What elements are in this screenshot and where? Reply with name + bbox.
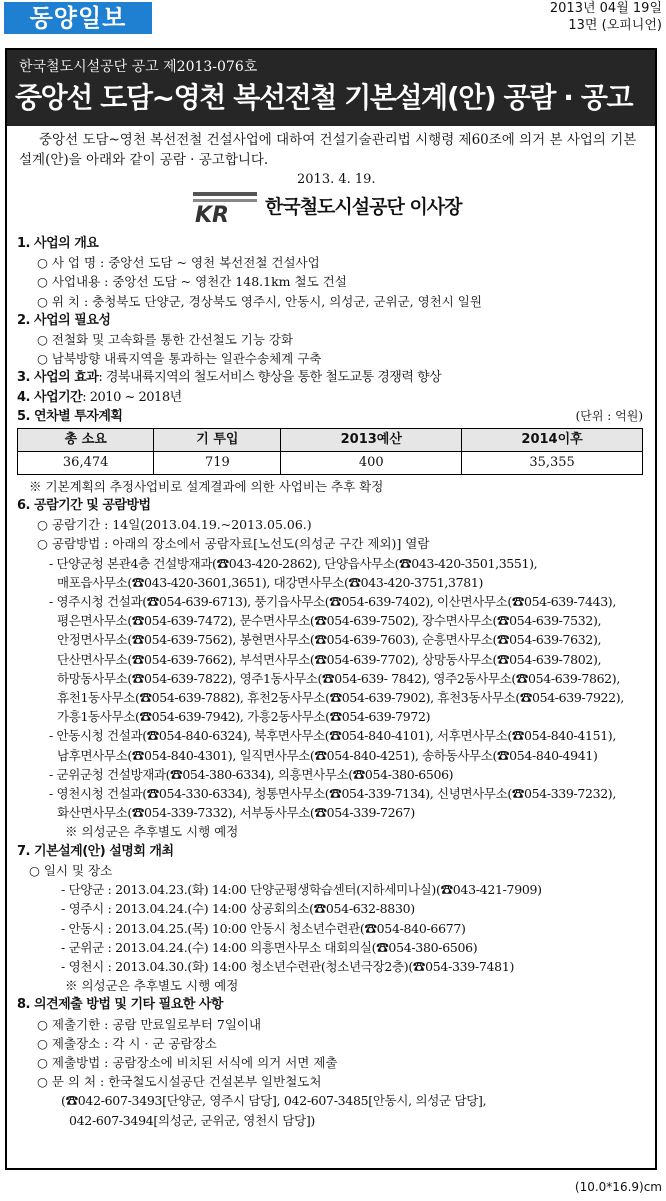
list-item: ○ 일시 및 장소 [29,862,113,878]
briefing-item: - 군위군 : 2013.04.24.(수) 14:00 의흥면사무소 대회의실(☎054-380-6506) [61,939,478,955]
list-item: ○ 공람기간 : 14일(2013.04.19.~2013.05.06.) [37,517,312,533]
newspaper-logo[interactable]: 동양일보 [4,2,152,34]
place-item-cont: 남후면사무소(☎054-840-4301), 일직면사무소(☎054-840-4251), 송하동사무소(☎054-840-4941) [57,747,598,763]
list-item: ○ 제출장소 : 각 시 · 군 공람장소 [37,1035,217,1051]
place-item-cont: 안정면사무소(☎054-639-7562), 봉현면사무소(☎054-639-7603), 순흥면사무소(☎054-639-7632), [57,632,602,648]
list-item: ○ 위 치 : 충청북도 단양군, 경상북도 영주시, 안동시, 의성군, 군위군, 영천시 일원 [37,293,482,309]
table-cell: 719 [154,451,281,474]
list-item: ○ 사 업 명 : 중앙선 도담 ~ 영천 복선전철 건설사업 [37,255,320,271]
place-item-cont: 단산면사무소(☎054-639-7662), 부석면사무소(☎054-639-7702), 상망동사무소(☎054-639-7802), [57,651,602,667]
place-item: - 단양군청 본관4층 건설방재과(☎043-420-2862), 단양읍사무소(☎043-420-3501,3551), [49,555,538,571]
briefing-item: - 영주시 : 2013.04.24.(수) 14:00 상공회의소(☎054-632-8830) [61,901,415,917]
place-item-cont: 매포읍사무소(☎043-420-3601,3651), 대강면사무소(☎043-420-3751,3781) [57,574,483,590]
briefing-item: - 안동시 : 2013.04.25.(목) 10:00 안동시 청소년수련관(☎054-840-6677) [61,920,466,936]
place-item-cont: 가흥1동사무소(☎054-639-7942), 가흥2동사무소(☎054-639-7972) [57,709,431,725]
place-item-cont: 하망동사무소(☎054-639-7822), 영주1동사무소(☎054-639- 7842), 영주2동사무소(☎054-639-7862), [57,670,620,686]
section-7-title: 7. 기본설계(안) 설명회 개최 [17,843,174,859]
notice-number: 한국철도시설공단 공고 제2013-076호 [19,59,258,75]
table-row [18,451,643,474]
notice-title: 중앙선 도담~영천 복선전철 기본설계(안) 공람 · 공고 [15,81,633,114]
section-4-text: : 2010 ~ 2018년 [82,389,182,405]
table-header-row [18,428,643,451]
section-6-title: 6. 공람기간 및 공람방법 [17,498,151,514]
list-item: ○ 전철화 및 고속화를 통한 간선철도 기능 강화 [37,332,294,348]
publication-date: 2013년 04월 19일 [549,1,662,16]
issuer-block [7,170,655,232]
ad-size: (10.0*16.9)cm [574,1180,662,1194]
place-item-cont: 화산면사무소(☎054-339-7332), 서부동사무소(☎054-339-7267) [57,805,415,821]
section-1-title: 1. 사업의 개요 [17,236,99,251]
notice-header [7,50,655,126]
section-2-title: 2. 사업의 필요성 [17,312,111,328]
place-item: - 영천시청 건설과(☎054-330-6334), 청통면사무소(☎054-339-7134), 신녕면사무소(☎054-339-7232), [49,786,616,802]
briefing-item: - 영천시 : 2013.04.30.(화) 14:00 청소년수련관(청소년극장2층)(☎054-339-7481) [61,958,515,974]
investment-table [17,428,643,475]
publication-info [550,0,662,34]
table-header: 2014이후 [462,428,643,451]
intro-paragraph: 중앙선 도담~영천 복선전철 건설사업에 대하여 건설기술관리법 시행령 제60조에 의거 본 사업의 기본설계(안)을 아래와 같이 공람 · 공고합니다. [19,132,637,168]
table-cell: 400 [281,451,462,474]
list-item: ○ 남북방향 내륙지역을 통과하는 일관수송체계 구축 [37,351,322,367]
list-item: ○ 제출방법 : 공람장소에 비치된 서식에 의거 서면 제출 [37,1054,338,1070]
kr-logo-icon [193,192,257,224]
budget-note: ※ 기본계획의 추정사업비로 설계결과에 의한 사업비는 추후 확정 [29,478,384,494]
unit-label: (단위 : 억원) [575,408,643,423]
briefing-item: - 단양군 : 2013.04.23.(화) 14:00 단양군평생학습센터(지하세미나실)(☎043-421-7909) [61,882,542,898]
place-item-cont: 평은면사무소(☎054-639-7472), 문수면사무소(☎054-639-7502), 장수면사무소(☎054-639-7532), [57,613,602,629]
place-item: - 영주시청 건설과(☎054-639-6713), 풍기읍사무소(☎054-639-7402), 이산면사무소(☎054-639-7443), [49,594,616,610]
section-4-title: 4. 사업기간 [17,389,83,405]
list-item: ○ 문 의 처 : 한국철도시설공단 건설본부 일반철도처 [37,1074,322,1090]
list-item: ○ 사업내용 : 중앙선 도담 ~ 영천간 148.1km 철도 건설 [37,274,347,290]
briefing-note: ※ 의성군은 추후별도 시행 예정 [65,978,239,994]
section-8-title: 8. 의견제출 방법 및 기타 필요한 사항 [17,997,223,1013]
uiseong-note: ※ 의성군은 추후별도 시행 예정 [65,824,239,840]
contact-line: (☎042-607-3493[단양군, 영주시 담당], 042-607-3485[안동시, 의성군 담당], [61,1093,487,1109]
issuer-name: 한국철도시설공단 이사장 [265,196,462,218]
section-5-title: 5. 연차별 투자계획 [17,408,123,424]
issue-date: 2013. 4. 19. [297,172,376,187]
table-header: 총 소요 [18,428,154,451]
notice-ad [5,48,657,1170]
section-3-title: 3. 사업의 효과 [17,370,99,386]
place-item: - 안동시청 건설과(☎054-840-6324), 북후면사무소(☎054-840-4101), 서후면사무소(☎054-840-4151), [49,728,616,744]
kr-logo-text: KR [195,203,229,224]
table-cell: 35,355 [462,451,643,474]
place-item-cont: 휴천1동사무소(☎054-639-7882), 휴천2동사무소(☎054-639-7902), 휴천3동사무소(☎054-639-7922), [57,690,624,706]
section-5-row [17,407,647,426]
section-3-text: : 경북내륙지역의 철도서비스 향상을 통한 철도교통 경쟁력 향상 [98,370,442,386]
page-section: 13면 (오피니언) [568,18,662,33]
table-header: 기 투입 [154,428,281,451]
table-header: 2013예산 [281,428,462,451]
place-item: - 군위군청 건설방재과(☎054-380-6334), 의흥면사무소(☎054-380-6506) [49,766,454,782]
table-cell: 36,474 [18,451,154,474]
notice-body [7,232,655,1130]
section-3 [17,368,647,387]
list-item: ○ 제출기한 : 공람 만료일로부터 7일이내 [37,1016,262,1032]
masthead [0,0,666,38]
contact-line: 042-607-3494[의성군, 군위군, 영천시 담당]) [69,1112,315,1128]
list-item: ○ 공람방법 : 아래의 장소에서 공람자료[노선도(의성군 구간 제외)] 열람 [37,536,430,552]
section-4 [17,388,647,407]
